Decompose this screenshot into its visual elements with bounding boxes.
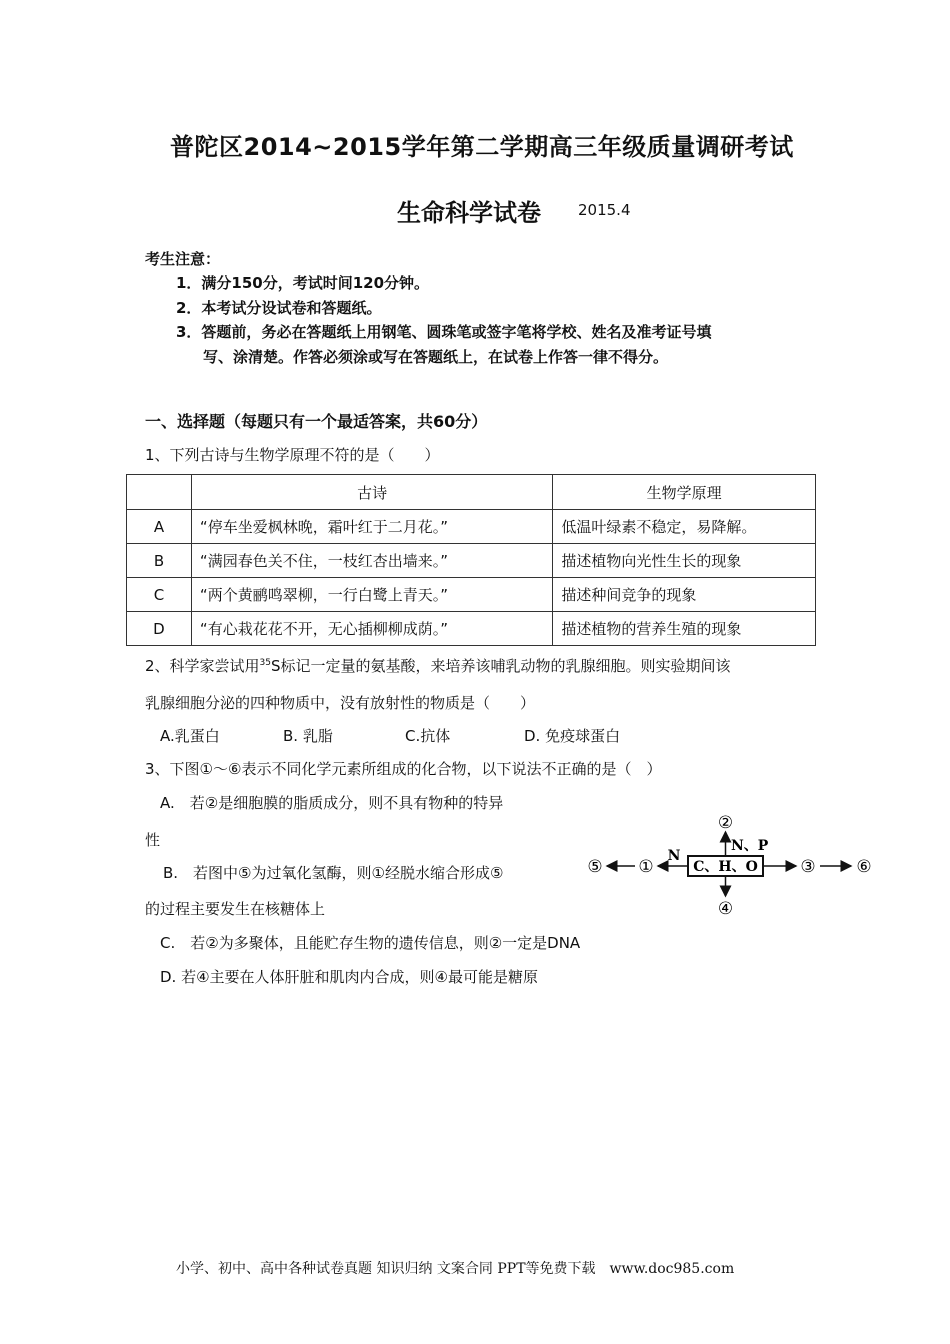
node-3: ③ (800, 857, 816, 877)
table-row (127, 510, 816, 544)
table-header-cell: 生物学原理 (553, 475, 816, 510)
row-poem: “停车坐爱枫林晚，霜叶红于二月花。” (191, 510, 552, 544)
table-header-cell (127, 475, 192, 510)
row-principle: 描述种间竞争的现象 (553, 578, 816, 612)
stem-part: 2、科学家尝试用 (145, 657, 260, 675)
question-2-stem (145, 655, 731, 676)
q2-option-b: B. 乳脂 (283, 727, 333, 745)
q2-option-d: D. 免疫球蛋白 (524, 727, 621, 745)
q3-option-b-cont: 的过程主要发生在核糖体上 (145, 900, 326, 918)
table-header-row (127, 475, 816, 510)
question-2-stem-line2: 乳腺细胞分泌的四种物质中，没有放射性的物质是（ ） (145, 694, 536, 712)
q2-option-a: A.乳蛋白 (160, 727, 220, 745)
exam-subtitle: 生命科学试卷 (397, 199, 541, 227)
notice-item: 2．本考试分设试卷和答题纸。 (176, 299, 382, 317)
row-principle: 描述植物向光性生长的现象 (553, 544, 816, 578)
q3-option-c: C. 若②为多聚体，且能贮存生物的遗传信息，则②一定是DNA (160, 934, 581, 952)
notice-item: 1．满分150分，考试时间120分钟。 (176, 274, 430, 292)
node-1: ① (638, 857, 654, 877)
page-footer: 小学、初中、高中各种试卷真题 知识归纳 文案合同 PPT等免费下载 www.doc985.com (176, 1261, 735, 1277)
question-1-stem: 1、下列古诗与生物学原理不符的是（ ） (145, 446, 440, 464)
center-label: C、H、O (693, 859, 758, 875)
poem-principle-table (126, 474, 816, 646)
label-np: N、P (731, 838, 769, 854)
stem-part: S标记一定量的氨基酸，来培养该哺乳动物的乳腺细胞。则实验期间该 (271, 657, 731, 675)
table-row (127, 578, 816, 612)
section-title: 一、选择题（每题只有一个最适答案，共60分） (145, 412, 488, 431)
isotope-superscript: 35 (259, 658, 271, 668)
row-poem: “有心栽花花不开，无心插柳柳成荫。” (191, 612, 552, 646)
row-label: C (127, 578, 192, 612)
q3-option-d: D. 若④主要在人体肝脏和肌肉内合成，则④最可能是糖原 (160, 968, 538, 986)
row-label: B (127, 544, 192, 578)
row-principle: 描述植物的营养生殖的现象 (553, 612, 816, 646)
notice-item: 3．答题前，务必在答题纸上用钢笔、圆珠笔或签字笔将学校、姓名及准考证号填 (176, 323, 712, 341)
node-2: ② (717, 813, 734, 833)
question-3-stem: 3、下图①～⑥表示不同化学元素所组成的化合物，以下说法不正确的是（ ） (145, 760, 662, 778)
compound-diagram (580, 808, 880, 923)
node-4: ④ (717, 899, 734, 919)
table-row (127, 612, 816, 646)
row-poem: “两个黄鹂鸣翠柳，一行白鹭上青天。” (191, 578, 552, 612)
q3-option-a: A. 若②是细胞膜的脂质成分，则不具有物种的特异 (160, 794, 504, 812)
node-5: ⑤ (587, 857, 603, 877)
label-n: N (667, 848, 681, 864)
exam-date: 2015.4 (578, 201, 631, 219)
row-poem: “满园春色关不住，一枝红杏出墙来。” (191, 544, 552, 578)
row-label: D (127, 612, 192, 646)
q3-option-a-cont: 性 (145, 831, 161, 849)
row-label: A (127, 510, 192, 544)
table-header-cell: 古诗 (191, 475, 552, 510)
row-principle: 低温叶绿素不稳定，易降解。 (553, 510, 816, 544)
q3-option-b: B. 若图中⑤为过氧化氢酶，则①经脱水缩合形成⑤ (163, 864, 504, 882)
node-6: ⑥ (856, 857, 872, 877)
q2-option-c: C.抗体 (405, 727, 451, 745)
notice-heading: 考生注意： (145, 250, 221, 268)
notice-item: 写、涂清楚。作答必须涂或写在答题纸上，在试卷上作答一律不得分。 (203, 348, 669, 366)
exam-title: 普陀区2014~2015学年第二学期高三年级质量调研考试 (170, 133, 794, 161)
table-row (127, 544, 816, 578)
